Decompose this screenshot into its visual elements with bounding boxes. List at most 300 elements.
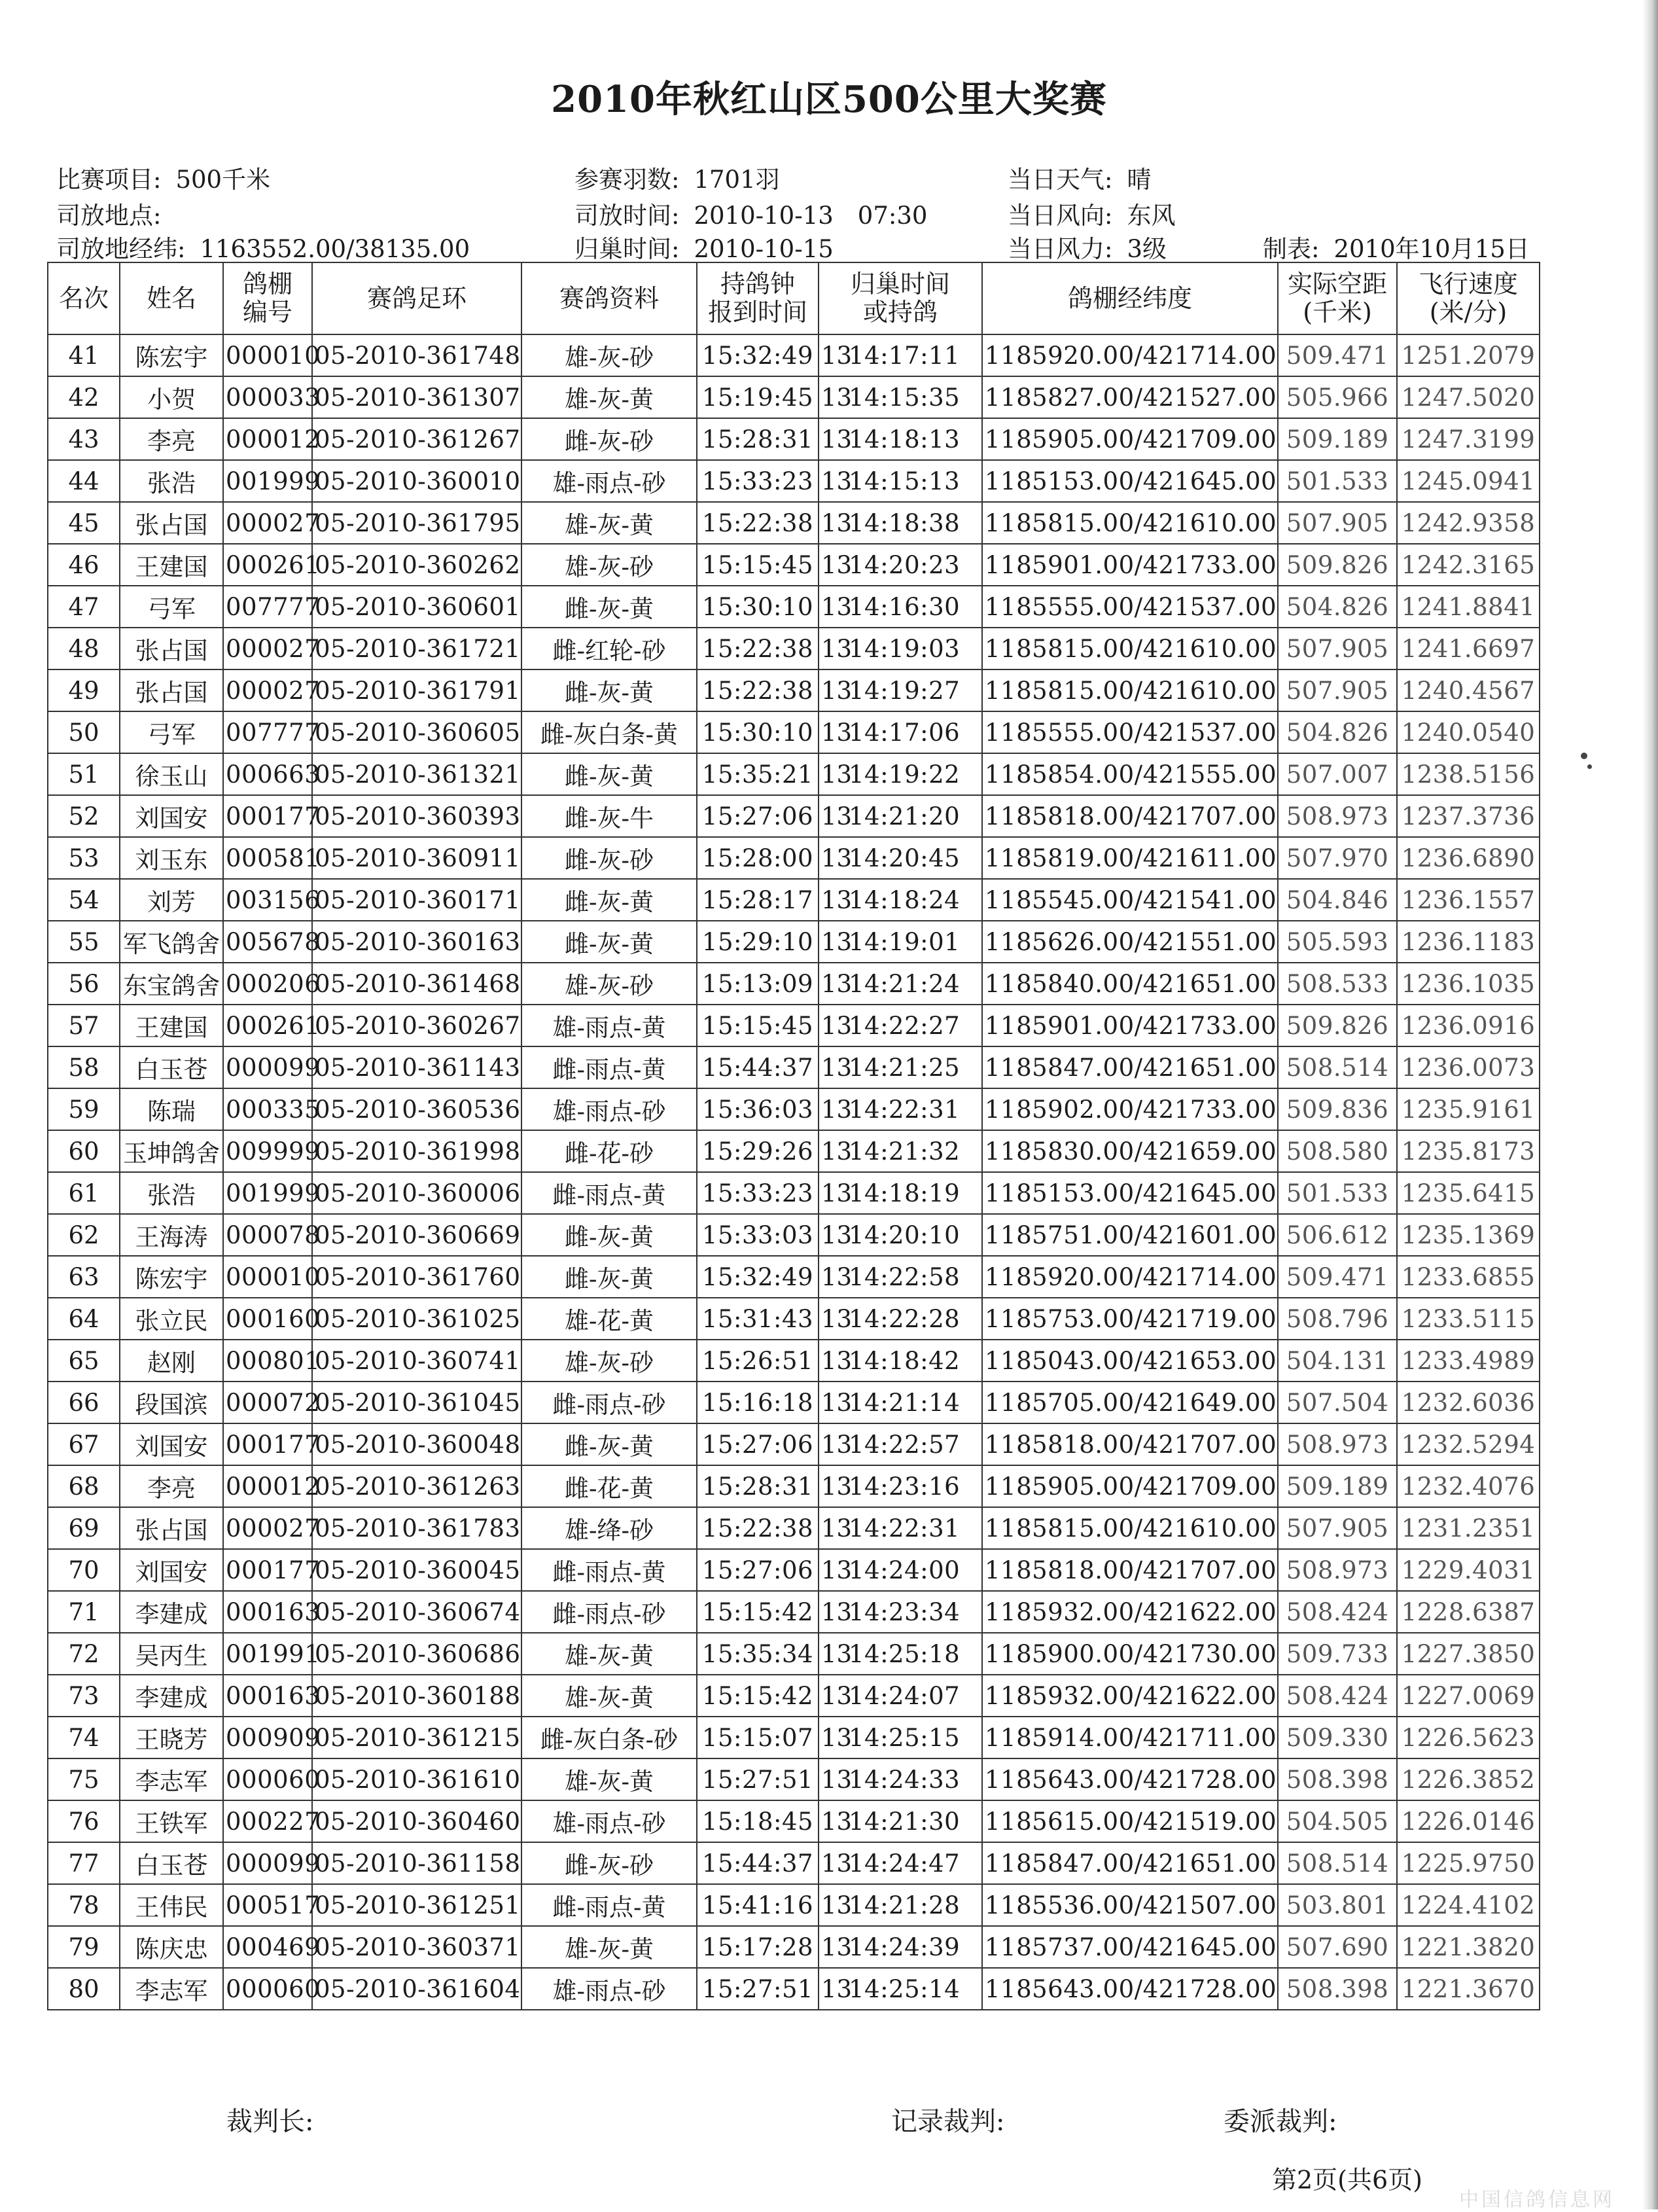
- cell-coords: 1185643.00/421728.00: [982, 1968, 1278, 2010]
- cell-arrival-time: 14:20:10: [849, 1214, 982, 1256]
- cell-ring: 05-2010-360911: [312, 837, 521, 879]
- cell-speed: 1251.2079: [1397, 334, 1540, 376]
- cell-rank: 53: [48, 837, 120, 879]
- cell-distance: 508.424: [1278, 1675, 1397, 1717]
- cell-coords: 1185705.00/421649.00: [982, 1382, 1278, 1423]
- cell-report-time: 15:33:23: [697, 460, 819, 502]
- table-row: [48, 879, 1540, 921]
- cell-bird-info: 雌-灰-黄: [521, 1256, 697, 1298]
- cell-coords: 1185914.00/421711.00: [982, 1717, 1278, 1758]
- cell-report-time: 15:28:00: [697, 837, 819, 879]
- cell-rank: 49: [48, 669, 120, 711]
- cell-arrival-day: 13: [819, 1172, 849, 1214]
- cell-loft-no: 000909: [223, 1717, 312, 1758]
- cell-speed: 1232.6036: [1397, 1382, 1540, 1423]
- cell-arrival-time: 14:24:39: [849, 1926, 982, 1968]
- cell-rank: 68: [48, 1465, 120, 1507]
- cell-report-time: 15:15:45: [697, 1005, 819, 1046]
- cell-speed: 1232.5294: [1397, 1423, 1540, 1465]
- cell-rank: 42: [48, 376, 120, 418]
- cell-ring: 05-2010-360601: [312, 586, 521, 628]
- cell-bird-info: 雌-灰白条-黄: [521, 711, 697, 753]
- cell-rank: 60: [48, 1130, 120, 1172]
- cell-ring: 05-2010-361760: [312, 1256, 521, 1298]
- cell-bird-info: 雌-灰-砂: [521, 837, 697, 879]
- cell-arrival-day: 13: [819, 334, 849, 376]
- cell-loft-no: 000177: [223, 1423, 312, 1465]
- cell-bird-info: 雄-雨点-砂: [521, 460, 697, 502]
- col-distance-line1: 实际空距: [1288, 270, 1388, 299]
- cell-ring: 05-2010-360006: [312, 1172, 521, 1214]
- table-row: [48, 753, 1540, 795]
- cell-report-time: 15:32:49: [697, 334, 819, 376]
- cell-speed: 1242.3165: [1397, 544, 1540, 586]
- cell-arrival-time: 14:22:28: [849, 1298, 982, 1340]
- cell-rank: 44: [48, 460, 120, 502]
- cell-distance: 507.905: [1278, 628, 1397, 669]
- cell-bird-info: 雌-雨点-黄: [521, 1046, 697, 1088]
- cell-speed: 1235.9161: [1397, 1088, 1540, 1130]
- col-coords: 鸽棚经纬度: [982, 262, 1278, 334]
- cell-coords: 1185626.00/421551.00: [982, 921, 1278, 963]
- cell-rank: 79: [48, 1926, 120, 1968]
- results-table: [47, 262, 1540, 2010]
- cell-loft-no: 000517: [223, 1884, 312, 1926]
- cell-report-time: 15:35:34: [697, 1633, 819, 1675]
- cell-speed: 1226.5623: [1397, 1717, 1540, 1758]
- cell-arrival-time: 14:21:32: [849, 1130, 982, 1172]
- cell-ring: 05-2010-361321: [312, 753, 521, 795]
- cell-loft-no: 000027: [223, 628, 312, 669]
- table-row: [48, 1046, 1540, 1088]
- cell-rank: 66: [48, 1382, 120, 1423]
- cell-report-time: 15:13:09: [697, 963, 819, 1005]
- cell-distance: 507.905: [1278, 1507, 1397, 1549]
- cell-bird-info: 雌-灰-黄: [521, 1423, 697, 1465]
- cell-arrival-time: 14:20:45: [849, 837, 982, 879]
- cell-report-time: 15:36:03: [697, 1088, 819, 1130]
- cell-arrival-time: 14:22:27: [849, 1005, 982, 1046]
- cell-rank: 56: [48, 963, 120, 1005]
- cell-distance: 509.826: [1278, 544, 1397, 586]
- cell-arrival-day: 13: [819, 669, 849, 711]
- col-speed-line2: (米/分): [1429, 298, 1508, 327]
- cell-name: 陈瑞: [120, 1088, 223, 1130]
- cell-arrival-day: 13: [819, 1800, 849, 1842]
- cell-rank: 46: [48, 544, 120, 586]
- cell-coords: 1185555.00/421537.00: [982, 711, 1278, 753]
- cell-arrival-day: 13: [819, 1633, 849, 1675]
- info-made-on-value: 2010年10月15日: [1333, 235, 1530, 263]
- cell-name: 吴丙生: [120, 1633, 223, 1675]
- cell-loft-no: 000027: [223, 1507, 312, 1549]
- info-wind-direction-value: 东风: [1127, 202, 1176, 230]
- info-entries: [574, 168, 780, 192]
- cell-speed: 1236.0073: [1397, 1046, 1540, 1088]
- table-row: [48, 1968, 1540, 2010]
- col-ring: 赛鸽足环: [312, 262, 521, 334]
- cell-bird-info: 雄-灰-砂: [521, 963, 697, 1005]
- cell-ring: 05-2010-361307: [312, 376, 521, 418]
- cell-speed: 1236.1035: [1397, 963, 1540, 1005]
- cell-name: 张占国: [120, 1507, 223, 1549]
- cell-ring: 05-2010-361267: [312, 418, 521, 460]
- cell-distance: 507.007: [1278, 753, 1397, 795]
- cell-distance: 507.970: [1278, 837, 1397, 879]
- table-row: [48, 1172, 1540, 1214]
- cell-name: 张浩: [120, 1172, 223, 1214]
- cell-report-time: 15:29:26: [697, 1130, 819, 1172]
- cell-coords: 1185555.00/421537.00: [982, 586, 1278, 628]
- cell-bird-info: 雌-灰-黄: [521, 1214, 697, 1256]
- cell-distance: 507.504: [1278, 1382, 1397, 1423]
- info-release-time-label: 司放时间:: [574, 202, 680, 230]
- cell-loft-no: 000027: [223, 502, 312, 544]
- cell-bird-info: 雌-灰-砂: [521, 1842, 697, 1884]
- cell-arrival-day: 13: [819, 376, 849, 418]
- cell-distance: 508.580: [1278, 1130, 1397, 1172]
- cell-arrival-day: 13: [819, 921, 849, 963]
- cell-ring: 05-2010-360669: [312, 1214, 521, 1256]
- cell-arrival-time: 14:15:35: [849, 376, 982, 418]
- cell-loft-no: 000227: [223, 1800, 312, 1842]
- cell-arrival-time: 14:22:58: [849, 1256, 982, 1298]
- cell-arrival-time: 14:25:15: [849, 1717, 982, 1758]
- record-judge-signature: 记录裁判:: [891, 2107, 1005, 2137]
- cell-name: 白玉苍: [120, 1842, 223, 1884]
- cell-coords: 1185153.00/421645.00: [982, 1172, 1278, 1214]
- cell-arrival-day: 13: [819, 418, 849, 460]
- col-name: 姓名: [120, 262, 223, 334]
- cell-ring: 05-2010-361045: [312, 1382, 521, 1423]
- chief-judge-signature: 裁判长:: [226, 2107, 314, 2137]
- cell-ring: 05-2010-360188: [312, 1675, 521, 1717]
- cell-coords: 1185901.00/421733.00: [982, 544, 1278, 586]
- col-arrival: [819, 262, 982, 334]
- cell-speed: 1229.4031: [1397, 1549, 1540, 1591]
- cell-speed: 1233.4989: [1397, 1340, 1540, 1382]
- cell-name: 李志军: [120, 1968, 223, 2010]
- table-row: [48, 1800, 1540, 1842]
- cell-coords: 1185819.00/421611.00: [982, 837, 1278, 879]
- cell-distance: 508.533: [1278, 963, 1397, 1005]
- appointed-judge-signature: 委派裁判:: [1224, 2107, 1337, 2137]
- cell-loft-no: 000177: [223, 1549, 312, 1591]
- table-row: [48, 1005, 1540, 1046]
- cell-speed: 1233.5115: [1397, 1298, 1540, 1340]
- table-row: [48, 1256, 1540, 1298]
- cell-arrival-day: 13: [819, 1842, 849, 1884]
- cell-bird-info: 雄-灰-砂: [521, 544, 697, 586]
- cell-arrival-time: 14:21:30: [849, 1800, 982, 1842]
- cell-loft-no: 000012: [223, 1465, 312, 1507]
- cell-coords: 1185815.00/421610.00: [982, 628, 1278, 669]
- cell-loft-no: 000801: [223, 1340, 312, 1382]
- cell-rank: 67: [48, 1423, 120, 1465]
- cell-bird-info: 雄-灰-黄: [521, 1675, 697, 1717]
- info-release-place: [56, 204, 175, 228]
- cell-distance: 505.593: [1278, 921, 1397, 963]
- cell-name: 刘芳: [120, 879, 223, 921]
- cell-name: 赵刚: [120, 1340, 223, 1382]
- info-event: [56, 168, 270, 192]
- cell-speed: 1232.4076: [1397, 1465, 1540, 1507]
- cell-distance: 507.905: [1278, 669, 1397, 711]
- cell-report-time: 15:44:37: [697, 1842, 819, 1884]
- cell-arrival-time: 14:18:38: [849, 502, 982, 544]
- cell-name: 王海涛: [120, 1214, 223, 1256]
- cell-name: 刘国安: [120, 1423, 223, 1465]
- cell-report-time: 15:28:31: [697, 418, 819, 460]
- cell-speed: 1245.0941: [1397, 460, 1540, 502]
- cell-rank: 48: [48, 628, 120, 669]
- cell-arrival-time: 14:17:11: [849, 334, 982, 376]
- cell-rank: 59: [48, 1088, 120, 1130]
- info-wind-direction: [1008, 204, 1175, 228]
- cell-ring: 05-2010-361158: [312, 1842, 521, 1884]
- cell-ring: 05-2010-360171: [312, 879, 521, 921]
- cell-arrival-time: 14:18:19: [849, 1172, 982, 1214]
- site-watermark: 中国信鸽信息网: [1459, 2188, 1615, 2211]
- cell-report-time: 15:31:43: [697, 1298, 819, 1340]
- cell-bird-info: 雌-花-砂: [521, 1130, 697, 1172]
- cell-report-time: 15:15:42: [697, 1675, 819, 1717]
- cell-distance: 501.533: [1278, 460, 1397, 502]
- cell-distance: 509.189: [1278, 1465, 1397, 1507]
- cell-arrival-time: 14:25:14: [849, 1968, 982, 2010]
- cell-arrival-time: 14:21:20: [849, 795, 982, 837]
- col-arrival-line2: 或持鸽: [863, 298, 938, 327]
- cell-coords: 1185830.00/421659.00: [982, 1130, 1278, 1172]
- scan-speck: [1581, 753, 1587, 759]
- cell-arrival-day: 13: [819, 1088, 849, 1130]
- cell-rank: 52: [48, 795, 120, 837]
- cell-arrival-day: 13: [819, 1926, 849, 1968]
- cell-arrival-time: 14:21:14: [849, 1382, 982, 1423]
- cell-distance: 503.801: [1278, 1884, 1397, 1926]
- info-wind-direction-label: 当日风向:: [1008, 202, 1113, 230]
- cell-arrival-day: 13: [819, 1507, 849, 1549]
- table-row: [48, 1130, 1540, 1172]
- cell-distance: 505.966: [1278, 376, 1397, 418]
- cell-coords: 1185901.00/421733.00: [982, 1005, 1278, 1046]
- cell-name: 陈庆忠: [120, 1926, 223, 1968]
- cell-name: 陈宏宇: [120, 334, 223, 376]
- cell-ring: 05-2010-361610: [312, 1758, 521, 1800]
- cell-speed: 1237.3736: [1397, 795, 1540, 837]
- cell-coords: 1185818.00/421707.00: [982, 1549, 1278, 1591]
- info-made-on-label: 制表:: [1263, 235, 1320, 263]
- cell-report-time: 15:19:45: [697, 376, 819, 418]
- cell-coords: 1185643.00/421728.00: [982, 1758, 1278, 1800]
- cell-rank: 58: [48, 1046, 120, 1088]
- cell-report-time: 15:27:06: [697, 1549, 819, 1591]
- cell-coords: 1185753.00/421719.00: [982, 1298, 1278, 1340]
- cell-loft-no: 000206: [223, 963, 312, 1005]
- table-row: [48, 1758, 1540, 1800]
- cell-arrival-time: 14:24:07: [849, 1675, 982, 1717]
- table-row: [48, 1088, 1540, 1130]
- cell-arrival-time: 14:21:24: [849, 963, 982, 1005]
- cell-report-time: 15:27:06: [697, 1423, 819, 1465]
- cell-distance: 509.836: [1278, 1088, 1397, 1130]
- cell-speed: 1236.1557: [1397, 879, 1540, 921]
- cell-coords: 1185815.00/421610.00: [982, 502, 1278, 544]
- cell-loft-no: 000581: [223, 837, 312, 879]
- cell-name: 张占国: [120, 628, 223, 669]
- cell-name: 段国滨: [120, 1382, 223, 1423]
- cell-loft-no: 000261: [223, 1005, 312, 1046]
- cell-coords: 1185902.00/421733.00: [982, 1088, 1278, 1130]
- info-weather-label: 当日天气:: [1008, 166, 1113, 194]
- cell-loft-no: 005678: [223, 921, 312, 963]
- cell-bird-info: 雌-雨点-黄: [521, 1172, 697, 1214]
- cell-ring: 05-2010-361468: [312, 963, 521, 1005]
- cell-ring: 05-2010-361025: [312, 1298, 521, 1340]
- info-wind-force: [1008, 237, 1167, 261]
- info-entries-label: 参赛羽数:: [574, 166, 680, 194]
- cell-arrival-time: 14:19:01: [849, 921, 982, 963]
- cell-report-time: 15:15:07: [697, 1717, 819, 1758]
- cell-ring: 05-2010-361215: [312, 1717, 521, 1758]
- cell-bird-info: 雄-灰-黄: [521, 1926, 697, 1968]
- table-row: [48, 1507, 1540, 1549]
- cell-distance: 508.973: [1278, 1423, 1397, 1465]
- cell-report-time: 15:28:31: [697, 1465, 819, 1507]
- cell-ring: 05-2010-361604: [312, 1968, 521, 2010]
- cell-arrival-time: 14:18:24: [849, 879, 982, 921]
- cell-rank: 64: [48, 1298, 120, 1340]
- cell-rank: 61: [48, 1172, 120, 1214]
- cell-arrival-day: 13: [819, 1423, 849, 1465]
- cell-arrival-time: 14:16:30: [849, 586, 982, 628]
- cell-ring: 05-2010-360010: [312, 460, 521, 502]
- cell-name: 白玉苍: [120, 1046, 223, 1088]
- cell-ring: 05-2010-360686: [312, 1633, 521, 1675]
- info-return-time-value: 2010-10-15: [694, 235, 834, 263]
- cell-distance: 509.471: [1278, 334, 1397, 376]
- cell-name: 张占国: [120, 669, 223, 711]
- cell-coords: 1185818.00/421707.00: [982, 795, 1278, 837]
- scan-speck: [1587, 764, 1592, 769]
- cell-rank: 41: [48, 334, 120, 376]
- cell-bird-info: 雄-绛-砂: [521, 1507, 697, 1549]
- cell-ring: 05-2010-360460: [312, 1800, 521, 1842]
- cell-bird-info: 雄-花-黄: [521, 1298, 697, 1340]
- cell-bird-info: 雌-灰-黄: [521, 879, 697, 921]
- cell-speed: 1233.6855: [1397, 1256, 1540, 1298]
- cell-coords: 1185737.00/421645.00: [982, 1926, 1278, 1968]
- cell-arrival-day: 13: [819, 1256, 849, 1298]
- cell-arrival-day: 13: [819, 1758, 849, 1800]
- cell-loft-no: 000012: [223, 418, 312, 460]
- cell-name: 小贺: [120, 376, 223, 418]
- cell-coords: 1185615.00/421519.00: [982, 1800, 1278, 1842]
- cell-rank: 45: [48, 502, 120, 544]
- cell-report-time: 15:22:38: [697, 1507, 819, 1549]
- cell-name: 李亮: [120, 418, 223, 460]
- cell-speed: 1235.1369: [1397, 1214, 1540, 1256]
- cell-coords: 1185847.00/421651.00: [982, 1842, 1278, 1884]
- cell-loft-no: 000060: [223, 1968, 312, 2010]
- cell-report-time: 15:33:23: [697, 1172, 819, 1214]
- cell-distance: 507.690: [1278, 1926, 1397, 1968]
- cell-speed: 1240.0540: [1397, 711, 1540, 753]
- cell-coords: 1185905.00/421709.00: [982, 418, 1278, 460]
- cell-name: 李建成: [120, 1675, 223, 1717]
- table-row: [48, 586, 1540, 628]
- cell-arrival-time: 14:18:13: [849, 418, 982, 460]
- cell-arrival-time: 14:21:25: [849, 1046, 982, 1088]
- cell-ring: 05-2010-361783: [312, 1507, 521, 1549]
- cell-report-time: 15:27:51: [697, 1968, 819, 2010]
- cell-rank: 62: [48, 1214, 120, 1256]
- cell-coords: 1185932.00/421622.00: [982, 1591, 1278, 1633]
- info-entries-value: 1701羽: [694, 166, 780, 194]
- cell-ring: 05-2010-361791: [312, 669, 521, 711]
- cell-ring: 05-2010-361998: [312, 1130, 521, 1172]
- cell-arrival-time: 14:25:18: [849, 1633, 982, 1675]
- cell-name: 王建国: [120, 544, 223, 586]
- cell-rank: 65: [48, 1340, 120, 1382]
- cell-ring: 05-2010-360371: [312, 1926, 521, 1968]
- cell-bird-info: 雄-灰-黄: [521, 1633, 697, 1675]
- cell-rank: 70: [48, 1549, 120, 1591]
- cell-distance: 508.424: [1278, 1591, 1397, 1633]
- cell-distance: 504.846: [1278, 879, 1397, 921]
- results-table-header: [48, 262, 1540, 334]
- cell-distance: 501.533: [1278, 1172, 1397, 1214]
- cell-speed: 1235.8173: [1397, 1130, 1540, 1172]
- cell-name: 刘国安: [120, 1549, 223, 1591]
- report-title: 2010年秋红山区500公里大奖赛: [551, 78, 1107, 121]
- cell-coords: 1185545.00/421541.00: [982, 879, 1278, 921]
- table-row: [48, 544, 1540, 586]
- cell-rank: 47: [48, 586, 120, 628]
- cell-distance: 508.796: [1278, 1298, 1397, 1340]
- cell-speed: 1240.4567: [1397, 669, 1540, 711]
- results-table-body: [48, 334, 1540, 2010]
- cell-name: 张立民: [120, 1298, 223, 1340]
- cell-speed: 1242.9358: [1397, 502, 1540, 544]
- table-row: [48, 711, 1540, 753]
- cell-speed: 1231.2351: [1397, 1507, 1540, 1549]
- cell-coords: 1185840.00/421651.00: [982, 963, 1278, 1005]
- cell-loft-no: 001999: [223, 1172, 312, 1214]
- table-row: [48, 795, 1540, 837]
- cell-rank: 74: [48, 1717, 120, 1758]
- cell-name: 弓军: [120, 586, 223, 628]
- cell-name: 王伟民: [120, 1884, 223, 1926]
- cell-bird-info: 雄-雨点-黄: [521, 1005, 697, 1046]
- cell-rank: 72: [48, 1633, 120, 1675]
- cell-bird-info: 雌-灰-黄: [521, 753, 697, 795]
- table-row: [48, 1298, 1540, 1340]
- cell-distance: 504.131: [1278, 1340, 1397, 1382]
- cell-rank: 76: [48, 1800, 120, 1842]
- cell-arrival-day: 13: [819, 1549, 849, 1591]
- cell-arrival-day: 13: [819, 1717, 849, 1758]
- cell-arrival-day: 13: [819, 1130, 849, 1172]
- scan-edge: [1642, 0, 1658, 2209]
- cell-bird-info: 雄-灰-黄: [521, 502, 697, 544]
- col-distance: [1278, 262, 1397, 334]
- table-row: [48, 334, 1540, 376]
- info-weather-value: 晴: [1127, 166, 1152, 194]
- cell-distance: 507.905: [1278, 502, 1397, 544]
- col-loft-no-line2: 编号: [242, 298, 292, 327]
- cell-loft-no: 000163: [223, 1591, 312, 1633]
